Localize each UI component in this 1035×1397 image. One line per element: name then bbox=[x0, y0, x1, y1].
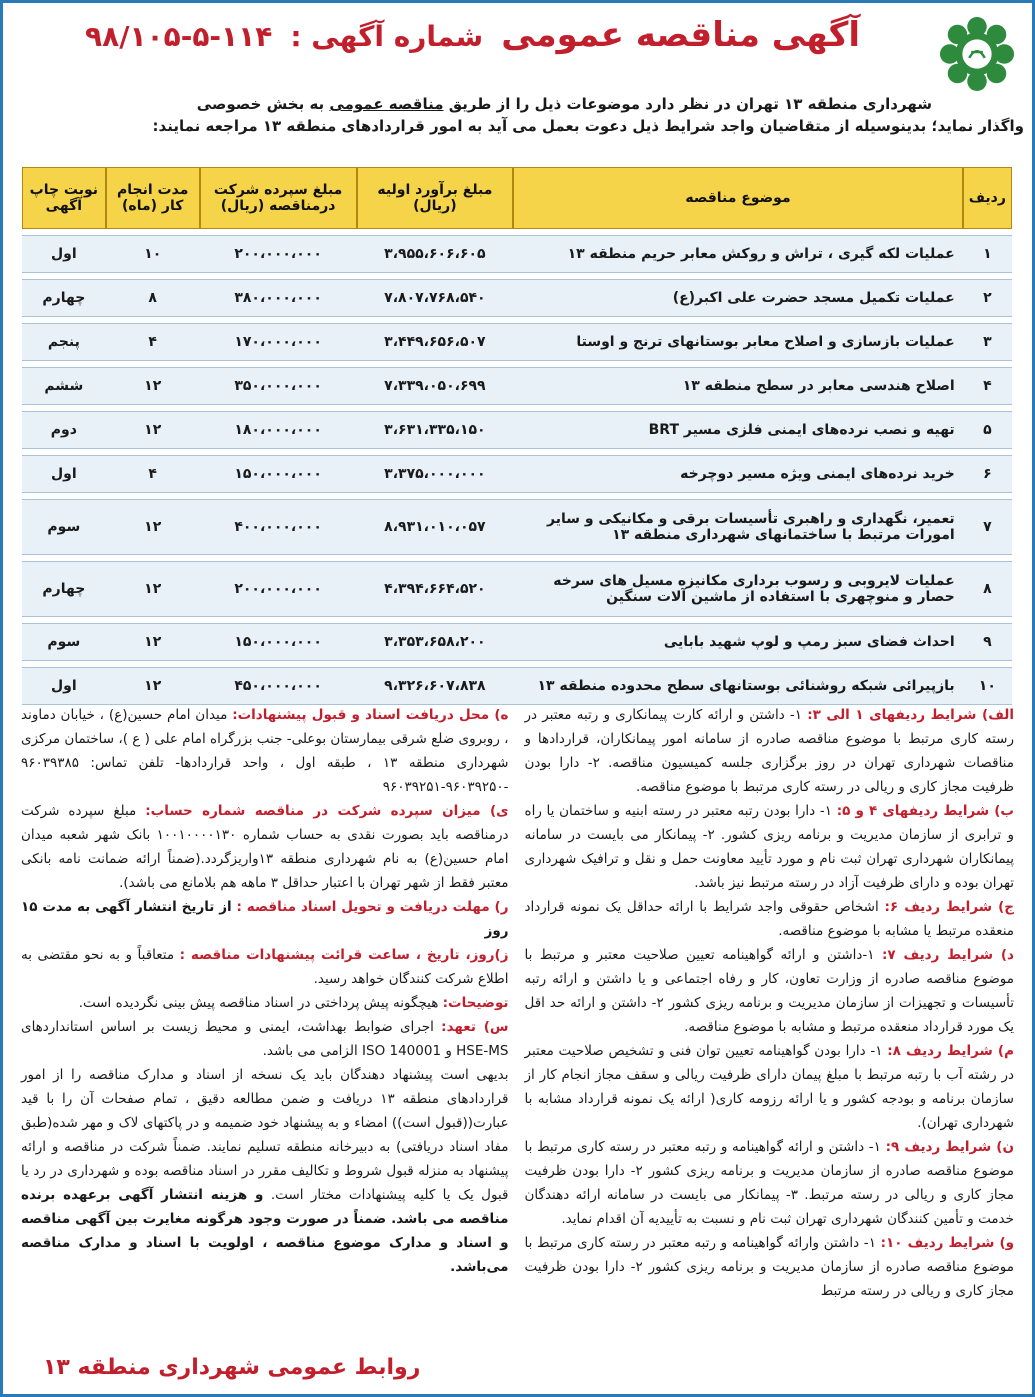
table-row bbox=[22, 323, 1012, 361]
cell-duration: ۱۲ bbox=[106, 561, 200, 617]
detail-notes-text: هیچگونه پیش پرداختی در اسناد مناقصه پیش بینی نگردیده است. bbox=[78, 995, 443, 1011]
table-row bbox=[22, 279, 1012, 317]
table-row bbox=[22, 499, 1012, 555]
cell-duration: ۱۲ bbox=[106, 367, 200, 405]
detail-ye bbox=[21, 799, 509, 895]
cell-subject: عملیات لایروبی و رسوب برداری مکانیزه مسیل های سرخه حصار و منوچهری با استفاده از ماشین آلات سنگین bbox=[513, 561, 962, 617]
cell-publish: اول bbox=[22, 235, 106, 273]
tender-table bbox=[22, 161, 1012, 711]
header bbox=[15, 13, 1020, 97]
table-row bbox=[22, 235, 1012, 273]
condition-mim-title: م) شرایط ردیف ۸: bbox=[887, 1043, 1014, 1059]
condition-dal-text: ۱-داشتن و ارائه گواهینامه تعیین صلاحیت معتبر و مرتبط با موضوع مناقصه صادره از وزارت تعاون، کار و رفاه اجتماعی و یا داشتن و ارائه رتبه تأسیسات و تجهیزات از سازمان مدیریت و برنامه ریزی کشور ۲- داشتن و ارائه حد اقل یک مورد قرارداد منعقده مرتبط و مشابه با موضوع مناقصه. bbox=[524, 947, 1015, 1035]
detail-sin-title: س) تعهد: bbox=[441, 1019, 509, 1035]
detail-notes bbox=[21, 991, 509, 1015]
cell-deposit: ۴۰۰،۰۰۰،۰۰۰ bbox=[200, 499, 357, 555]
cell-publish: سوم bbox=[22, 499, 106, 555]
condition-nun bbox=[525, 1135, 1015, 1231]
cell-subject: اصلاح هندسی معابر در سطح منطقه ۱۳ bbox=[513, 367, 962, 405]
table-row bbox=[22, 667, 1012, 705]
cell-estimate: ۳،۹۵۵،۶۰۶،۶۰۵ bbox=[357, 235, 514, 273]
cell-estimate: ۹،۳۲۶،۶۰۷،۸۳۸ bbox=[357, 667, 514, 705]
cell-publish: سوم bbox=[22, 623, 106, 661]
cell-duration: ۱۲ bbox=[106, 411, 200, 449]
cell-deposit: ۲۰۰،۰۰۰،۰۰۰ bbox=[200, 561, 357, 617]
details-column bbox=[21, 703, 509, 1303]
notice-number: ۹۸/۱۰۵-۵-۱۱۴ bbox=[85, 20, 273, 53]
cell-estimate: ۷،۳۳۹،۰۵۰،۶۹۹ bbox=[357, 367, 514, 405]
cell-subject: عملیات لکه گیری ، تراش و روکش معابر حریم منطقه ۱۳ bbox=[513, 235, 962, 273]
condition-alef-text: ۱- داشتن و ارائه کارت پیمانکاری و رتبه معتبر در رسته کاری مرتبط با موضوع مناقصه صادره از سامانه امور پیمانکاران، قراردادها و مناقصات شهرداری تهران در روز برگزاری جلسه کمیسیون مناقصه. ۲- دارا بودن ظرفیت مجاز کاری و ریالی در رسته کاری مرتبط با موضوع مناقصه. bbox=[524, 707, 1014, 795]
header-row-number: ردیف bbox=[963, 167, 1012, 229]
condition-alef bbox=[525, 703, 1015, 799]
intro-text: در نظر دارد موضوعات ذیل را از طریق bbox=[443, 95, 737, 113]
detail-he-text: میدان امام حسین(ع) ، خیابان دماوند ، روبروی ضلع شرقی بیمارستان بوعلی- جنب بزرگراه امام علی ( ع )، ساختمان مرکزی شهرداری منطقه ۱۳ ، طبقه اول ، واحد قراردادها- تلفن تماس: ۹۶۰۳۹۳۸۵ -۹۶۰۳۹۲۵۰-۹۶۰۳۹۲۵۱ bbox=[21, 707, 509, 795]
detail-ye-text: مبلغ سپرده شرکت درمناقصه باید بصورت نقدی به حساب شماره ۱۰۰۱۰۰۰۰۱۳۰ بانک شهر شعبه میدان امام حسین(ع) به نام شهرداری منطقه ۱۳واریزگردد.(ضمناً ارائه ضمانت نامه بانکی معتبر فقط از شهر تهران با اعتبار حداقل ۳ ماهه هم بلامانع می باشد). bbox=[21, 803, 509, 891]
cell-estimate: ۸،۹۳۱،۰۱۰،۰۵۷ bbox=[357, 499, 514, 555]
cell-duration: ۸ bbox=[106, 279, 200, 317]
detail-sin bbox=[21, 1015, 509, 1063]
cell-subject: خرید نرده‌های ایمنی ویژه مسیر دوچرخه bbox=[513, 455, 962, 493]
condition-alef-title: الف) شرایط ردیفهای ۱ الی ۳: bbox=[807, 707, 1014, 723]
cell-row: ۶ bbox=[963, 455, 1012, 493]
condition-jim bbox=[525, 895, 1015, 943]
cell-subject: عملیات تکمیل مسجد حضرت علی اکبر(ع) bbox=[513, 279, 962, 317]
cell-duration: ۱۲ bbox=[106, 667, 200, 705]
condition-vav bbox=[525, 1231, 1015, 1303]
cell-subject: تهیه و نصب نرده‌های ایمنی فلزی مسیر BRT bbox=[513, 411, 962, 449]
detail-ye-title: ی) میزان سپرده شرکت در مناقصه شماره حساب: bbox=[145, 803, 509, 819]
header-duration: مدت انجام کار (ماه) bbox=[106, 167, 200, 229]
condition-nun-text: ۱- داشتن و ارائه گواهینامه و رتبه معتبر در رسته کاری مرتبط با موضوع مناقصه صادره از سازمان مدیریت و برنامه ریزی کشور ۲- دارا بودن ظرفیت مجاز کاری و ریالی در رسته مرتبط. ۳- پیمانکار می بایست در سامانه ارائه دهندگان خدمت و تأمین کنندگان شهرداری تهران ثبت نام و نسبت به تأییدیه آن اقدام نماید. bbox=[524, 1139, 1014, 1227]
condition-be-text: ۱- دارا بودن رتبه معتبر در رسته ابنیه و ساختمان یا راه و ترابری از سازمان مدیریت و برنامه ریزی کشور. ۲- پیمانکار می بایست در سامانه پیمانکاران شهرداری تهران ثبت نام و مورد تأیید معاونت حمل و نقل و ترافیک شهرداری تهران بوده و دارای ظرفیت آزاد در رسته مرتبط نیز باشد. bbox=[524, 803, 1014, 891]
header-subject: موضوع مناقصه bbox=[513, 167, 962, 229]
detail-notes-title: توضیحات: bbox=[442, 995, 509, 1011]
cell-row: ۴ bbox=[963, 367, 1012, 405]
cell-publish: چهارم bbox=[22, 279, 106, 317]
table-row bbox=[22, 411, 1012, 449]
cell-duration: ۴ bbox=[106, 455, 200, 493]
detail-ze-title: ز)روز، تاریخ ، ساعت قرائت پیشنهادات مناقصه : bbox=[179, 947, 509, 963]
condition-dal bbox=[525, 943, 1015, 1039]
cell-deposit: ۱۷۰،۰۰۰،۰۰۰ bbox=[200, 323, 357, 361]
intro-text-2: به بخش خصوصی bbox=[196, 95, 330, 113]
detail-ze bbox=[21, 943, 509, 991]
cell-row: ۳ bbox=[963, 323, 1012, 361]
detail-final-bold: و هزینه انتشار آگهی برعهده برنده مناقصه می باشد. ضمناً در صورت وجود هرگونه مغایرت بین آگهی مناقصه و اسناد و مدارک موضوع مناقصه ، اولویت با اسناد و مدارک مناقصه می‌باشد. bbox=[21, 1187, 509, 1275]
cell-estimate: ۳،۶۳۱،۳۳۵،۱۵۰ bbox=[357, 411, 514, 449]
cell-estimate: ۳،۳۵۳،۶۵۸،۲۰۰ bbox=[357, 623, 514, 661]
table-row bbox=[22, 367, 1012, 405]
cell-publish: چهارم bbox=[22, 561, 106, 617]
detail-final bbox=[21, 1063, 509, 1279]
cell-estimate: ۴،۳۹۴،۶۶۴،۵۲۰ bbox=[357, 561, 514, 617]
public-relations-signature: روابط عمومی شهرداری منطقه ۱۳ bbox=[43, 1355, 421, 1380]
cell-row: ۷ bbox=[963, 499, 1012, 555]
cell-deposit: ۳۸۰،۰۰۰،۰۰۰ bbox=[200, 279, 357, 317]
cell-row: ۵ bbox=[963, 411, 1012, 449]
intro-line-1 bbox=[13, 93, 932, 115]
condition-jim-text: اشخاص حقوقی واجد شرایط با ارائه حداقل یک نمونه قرارداد منعقده مرتبط یا مشابه با موضوع مناقصه. bbox=[524, 899, 1014, 939]
intro-line-2: واگذار نماید؛ بدینوسیله از متقاضیان واجد شرایط ذیل دعوت بعمل می آید به امور قراردادهای منطقه ۱۳ مراجعه نمایند: bbox=[152, 117, 1024, 135]
cell-subject: عملیات بازسازی و اصلاح معابر بوستانهای ترنج و اوستا bbox=[513, 323, 962, 361]
cell-deposit: ۱۵۰،۰۰۰،۰۰۰ bbox=[200, 623, 357, 661]
condition-mim bbox=[525, 1039, 1015, 1135]
header-estimate: مبلغ برآورد اولیه (ریال) bbox=[357, 167, 514, 229]
detail-re-title: ر) مهلت دریافت و تحویل اسناد مناقصه : bbox=[236, 899, 509, 915]
cell-deposit: ۴۵۰،۰۰۰،۰۰۰ bbox=[200, 667, 357, 705]
table-row bbox=[22, 561, 1012, 617]
detail-re-text: از تاریخ انتشار آگهی به مدت ۱۵ روز bbox=[21, 899, 509, 939]
cell-publish: اول bbox=[22, 667, 106, 705]
detail-he-title: ه) محل دریافت اسناد و قبول پیشنهادات: bbox=[232, 707, 509, 723]
table-row bbox=[22, 623, 1012, 661]
cell-deposit: ۲۰۰،۰۰۰،۰۰۰ bbox=[200, 235, 357, 273]
condition-nun-title: ن) شرایط ردیف ۹: bbox=[885, 1139, 1014, 1155]
cell-duration: ۱۲ bbox=[106, 499, 200, 555]
intro-org: شهرداری منطقه ۱۳ تهران bbox=[736, 95, 932, 113]
cell-duration: ۱۰ bbox=[106, 235, 200, 273]
intro-highlight: مناقصه عمومی bbox=[329, 95, 444, 113]
cell-row: ۸ bbox=[963, 561, 1012, 617]
conditions-section bbox=[21, 703, 1014, 1303]
cell-deposit: ۱۵۰،۰۰۰،۰۰۰ bbox=[200, 455, 357, 493]
cell-row: ۱ bbox=[963, 235, 1012, 273]
notice-title: آگهی مناقصه عمومی bbox=[501, 15, 860, 55]
condition-dal-title: د) شرایط ردیف ۷: bbox=[882, 947, 1014, 963]
condition-vav-title: و) شرایط ردیف ۱۰: bbox=[880, 1235, 1015, 1251]
cell-publish: اول bbox=[22, 455, 106, 493]
detail-final-text: بدیهی است پیشنهاد دهندگان باید یک نسخه از اسناد و مدارک مناقصه را از امور قراردادهای منطقه ۱۳ دریافت و ضمن مطالعه دقیق ، تمام صفحات آن را با قید عبارت((قبول است)) امضاء و به پیشنهاد خود ضمیمه و در پاکتهای لاک و مهر شده(طبق مفاد اسناد دریافتی) به دبیرخانه منطقه تسلیم نمایند. ضمناً شرکت در مناقصه و ارائه پیشنهاد به منزله قبول شروط و تکالیف مقرر در اسناد مناقصه بوده و شهرداری در رد یا قبول یک یا کلیه پیشنهادات مختار است. bbox=[21, 1067, 509, 1203]
detail-ze-text: متعاقباً و به نحو مقتضی به اطلاع شرکت کنندگان خواهد رسید. bbox=[21, 947, 509, 987]
cell-publish: دوم bbox=[22, 411, 106, 449]
detail-he bbox=[21, 703, 509, 799]
cell-duration: ۴ bbox=[106, 323, 200, 361]
conditions-column bbox=[525, 703, 1015, 1303]
table-row bbox=[22, 455, 1012, 493]
table-header-row bbox=[22, 167, 1012, 229]
detail-sin-text: اجرای ضوابط بهداشت، ایمنی و محیط زیست بر اساس استانداردهای HSE-MS و ISO 140001 الزامی می باشد. bbox=[21, 1019, 509, 1059]
condition-be bbox=[525, 799, 1015, 895]
condition-vav-text: ۱- داشتن وارائه گواهینامه و رتبه معتبر در رسته کاری مرتبط با موضوع مناقصه صادره از سازمان مدیریت و برنامه ریزی کشور ۲- دارا بودن ظرفیت مجاز کاری و ریالی در رسته مرتبط bbox=[524, 1235, 1014, 1299]
detail-re bbox=[21, 895, 509, 943]
cell-estimate: ۷،۸۰۷،۷۶۸،۵۴۰ bbox=[357, 279, 514, 317]
cell-deposit: ۱۸۰،۰۰۰،۰۰۰ bbox=[200, 411, 357, 449]
cell-row: ۹ bbox=[963, 623, 1012, 661]
cell-estimate: ۳،۳۷۵،۰۰۰،۰۰۰ bbox=[357, 455, 514, 493]
cell-estimate: ۳،۴۴۹،۶۵۶،۵۰۷ bbox=[357, 323, 514, 361]
cell-subject: احداث فضای سبز رمپ و لوپ شهید بابایی bbox=[513, 623, 962, 661]
header-publish: نوبت چاپ آگهی bbox=[22, 167, 106, 229]
cell-row: ۲ bbox=[963, 279, 1012, 317]
title-line bbox=[85, 15, 860, 55]
cell-subject: بازپیرائی شبکه روشنائی بوستانهای سطح محدوده منطقه ۱۳ bbox=[513, 667, 962, 705]
header-deposit: مبلغ سپرده شرکت درمناقصه (ریال) bbox=[200, 167, 357, 229]
condition-mim-text: ۱- دارا بودن گواهینامه تعیین توان فنی و تشخیص صلاحیت معتبر در رشته آب با رتبه مرتبط با مبلغ پیمان دارای ظرفیت ریالی و سقف مجاز انجام کار از سازمان برنامه و بودجه کشور و یا ارائه رزومه کاری( ارائه یک نمونه قرارداد مشابه با شهرداری تهران). bbox=[524, 1043, 1014, 1131]
tehran-municipality-logo-icon bbox=[938, 15, 1016, 93]
notice-number-label: شماره آگهی : bbox=[290, 20, 484, 53]
cell-deposit: ۳۵۰،۰۰۰،۰۰۰ bbox=[200, 367, 357, 405]
cell-row: ۱۰ bbox=[963, 667, 1012, 705]
cell-subject: تعمیر، نگهداری و راهبری تأسیسات برقی و مکانیکی و سایر امورات مرتبط با ساختمانهای شهرداری منطقه ۱۳ bbox=[513, 499, 962, 555]
cell-duration: ۱۲ bbox=[106, 623, 200, 661]
cell-publish: پنجم bbox=[22, 323, 106, 361]
condition-be-title: ب) شرایط ردیفهای ۴ و ۵: bbox=[836, 803, 1014, 819]
condition-jim-title: ج) شرایط ردیف ۶: bbox=[884, 899, 1014, 915]
cell-publish: ششم bbox=[22, 367, 106, 405]
